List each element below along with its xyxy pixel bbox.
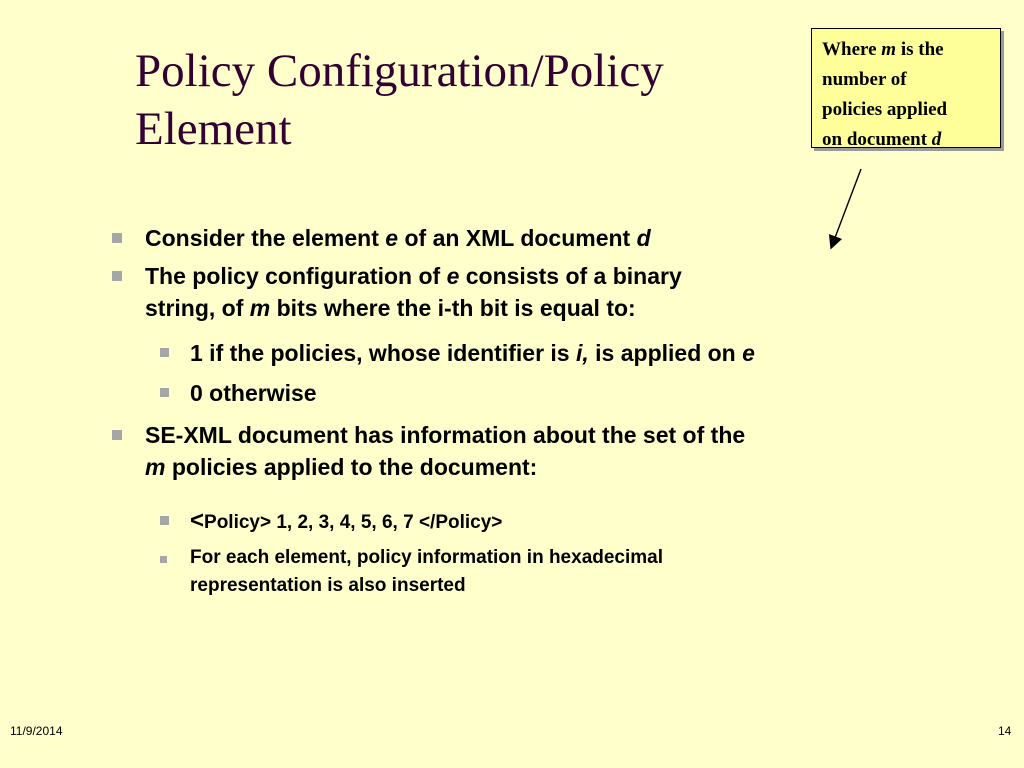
text-run: bits where the i-th bit is equal to:: [270, 295, 636, 321]
callout-line-2: number of: [822, 69, 907, 90]
callout-line-3: policies applied: [822, 99, 948, 120]
bullet-2-1: [190, 337, 755, 369]
callout-text: is the: [896, 39, 944, 60]
text-run: 1 if the policies, whose identifier is: [190, 340, 576, 366]
bullet-2-line-1: [145, 260, 682, 292]
slide-title-line-2: Element: [135, 103, 292, 155]
callout-var-d: d: [931, 129, 942, 150]
text-run: consists of a binary: [459, 263, 682, 289]
var-m: m: [249, 295, 271, 321]
bullet-3-1: [190, 507, 502, 537]
text-run: The policy configuration of: [145, 263, 447, 289]
bullet-3-line-1: SE-XML document has information about the set of the: [145, 422, 746, 448]
var-m: m: [145, 454, 166, 480]
text-run: <: [190, 507, 205, 534]
bullet-3-2-line-1: For each element, policy information in hexadecimal: [190, 547, 664, 568]
bullet-1-line: [145, 222, 651, 254]
var-d: d: [636, 225, 651, 251]
callout-text: on document: [822, 129, 932, 150]
callout-text: Where: [822, 39, 882, 60]
bullet-1: [145, 222, 651, 254]
var-e: e: [742, 340, 755, 366]
bullet-square-icon: [160, 556, 167, 563]
text-run: Consider the element: [145, 225, 386, 251]
bullet-3-2: [190, 544, 663, 600]
bullet-square-icon: [112, 430, 122, 440]
callout-var-m: m: [881, 39, 897, 60]
bullet-square-icon: [160, 348, 169, 357]
bullet-square-icon: [112, 271, 122, 281]
bullet-3-1-line: [190, 507, 502, 537]
bullet-2-2: [190, 377, 317, 409]
bullet-square-icon: [112, 233, 122, 243]
bullet-2-2-line: 0 otherwise: [190, 380, 317, 406]
text-run: is applied on: [588, 340, 743, 366]
bullet-2-1-line: [190, 337, 755, 369]
text-run: string, of: [145, 295, 250, 321]
var-e: e: [446, 263, 460, 289]
bullet-2: [145, 260, 682, 324]
footer-date: 11/9/2014: [10, 724, 63, 738]
slide-title-line-1: Policy Configuration/Policy: [135, 45, 664, 97]
var-e: e: [385, 225, 399, 251]
bullet-3-2-line-2: representation is also inserted: [190, 575, 466, 596]
text-run: policies applied to the document:: [165, 454, 538, 480]
var-i: i,: [575, 340, 589, 366]
bullet-3: [145, 419, 745, 483]
text-run: Policy> 1, 2, 3, 4, 5, 6, 7 </Policy>: [204, 512, 503, 533]
footer-page-number: 14: [998, 724, 1012, 738]
bullet-3-line-2: [145, 451, 745, 483]
bullet-2-line-2: [145, 292, 682, 324]
text-run: of an XML document: [398, 225, 637, 251]
bullet-square-icon: [160, 516, 169, 525]
bullet-square-icon: [160, 388, 169, 397]
